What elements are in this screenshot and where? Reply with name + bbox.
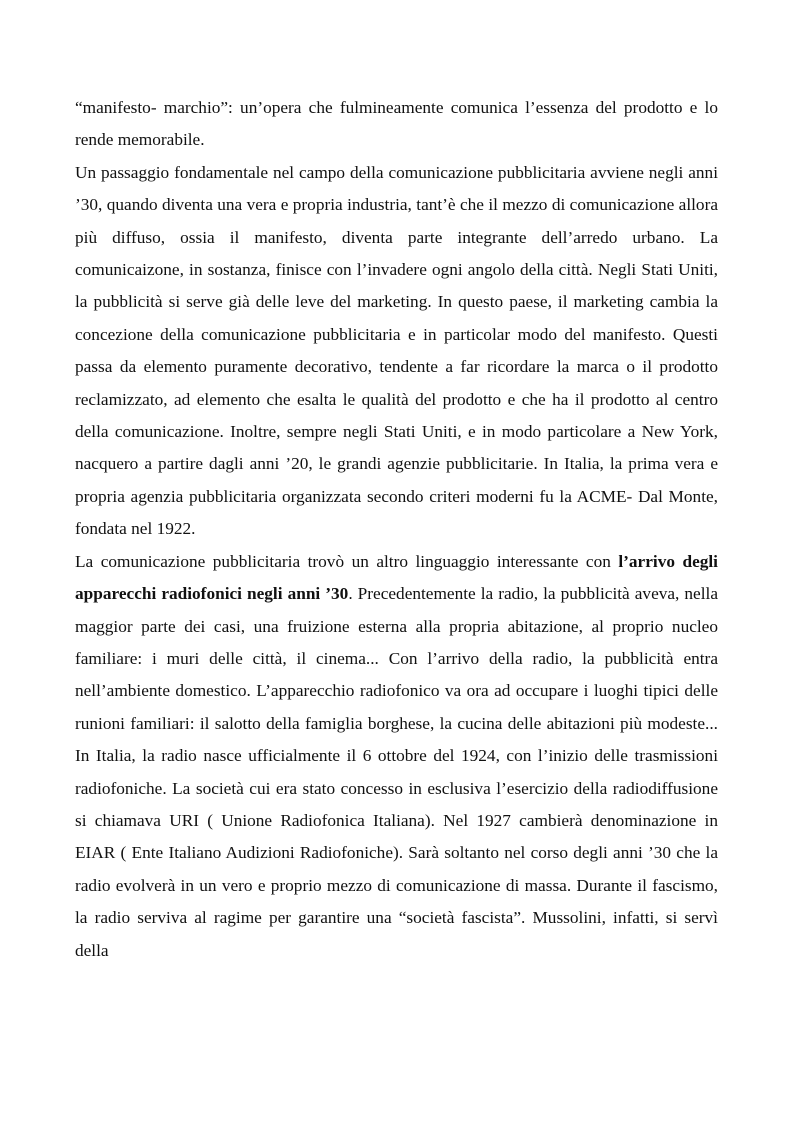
paragraph-radio-advertising bbox=[75, 546, 718, 967]
paragraph-advertising-industry: Un passaggio fondamentale nel campo della comunicazione pubblicitaria avviene negli anni ’30, quando diventa una vera e propria industria, tant’è che il mezzo di comunicazione allora più diffuso, ossia il manifesto, diventa parte integrante dell’arredo urbano. La comunicaizone, in sostanza, finisce con l’invadere ogni angolo della città. Negli Stati Uniti, la pubblicità si serve già delle leve del marketing. In questo paese, il marketing cambia la concezione della comunicazione pubblicitaria e in particolar modo del manifesto. Questi passa da elemento puramente decorativo, tendente a far ricordare la marca o il prodotto reclamizzato, ad elemento che esalta le qualità del prodotto e che ha il prodotto al centro della comunicazione. Inoltre, sempre negli Stati Uniti, e in modo particolare a New York, nacquero a partire dagli anni ’20, le grandi agenzie pubblicitarie. In Italia, la prima vera e propria agenzia pubblicitaria organizzata secondo criteri moderni fu la ACME- Dal Monte, fondata nel 1922. bbox=[75, 162, 718, 539]
paragraph-radio-rest: . Precedentemente la radio, la pubblicità aveva, nella maggior parte dei casi, una fruizione esterna alla propria abitazione, al proprio nucleo familiare: i muri delle città, il cinema... Con l’arrivo della radio, la pubblicità entra nell’ambiente domestico. L’apparecchio radiofonico va ora ad occupare i luoghi tipici delle runioni familiari: il salotto della famiglia borghese, la cucina delle abitazioni più modeste... In Italia, la radio nasce ufficialmente il 6 ottobre del 1924, con l’inizio delle trasmissioni radiofoniche. La società cui era stato concesso in esclusiva l’esercizio della radiodiffusione si chiamava URI ( Unione Radiofonica Italiana). Nel 1927 cambierà denominazione in EIAR ( Ente Italiano Audizioni Radiofoniche). Sarà soltanto nel corso degli anni ’30 che la radio evolverà in un vero e proprio mezzo di comunicazione di massa. Durante il fascismo, la radio serviva al ragime per garantire una “società fascista”. Mussolini, infatti, si servì della bbox=[75, 584, 718, 960]
paragraph-radio-bold-phrase: l’arrivo degli apparecchi radiofonici negli anni ’30 bbox=[75, 551, 718, 604]
document-page bbox=[75, 92, 718, 967]
paragraph-manifesto-marchio: “manifesto- marchio”: un’opera che fulmineamente comunica l’essenza del prodotto e lo rende memorabile. bbox=[75, 98, 718, 150]
paragraph-radio-intro: La comunicazione pubblicitaria trovò un altro linguaggio interessante con bbox=[75, 551, 619, 571]
